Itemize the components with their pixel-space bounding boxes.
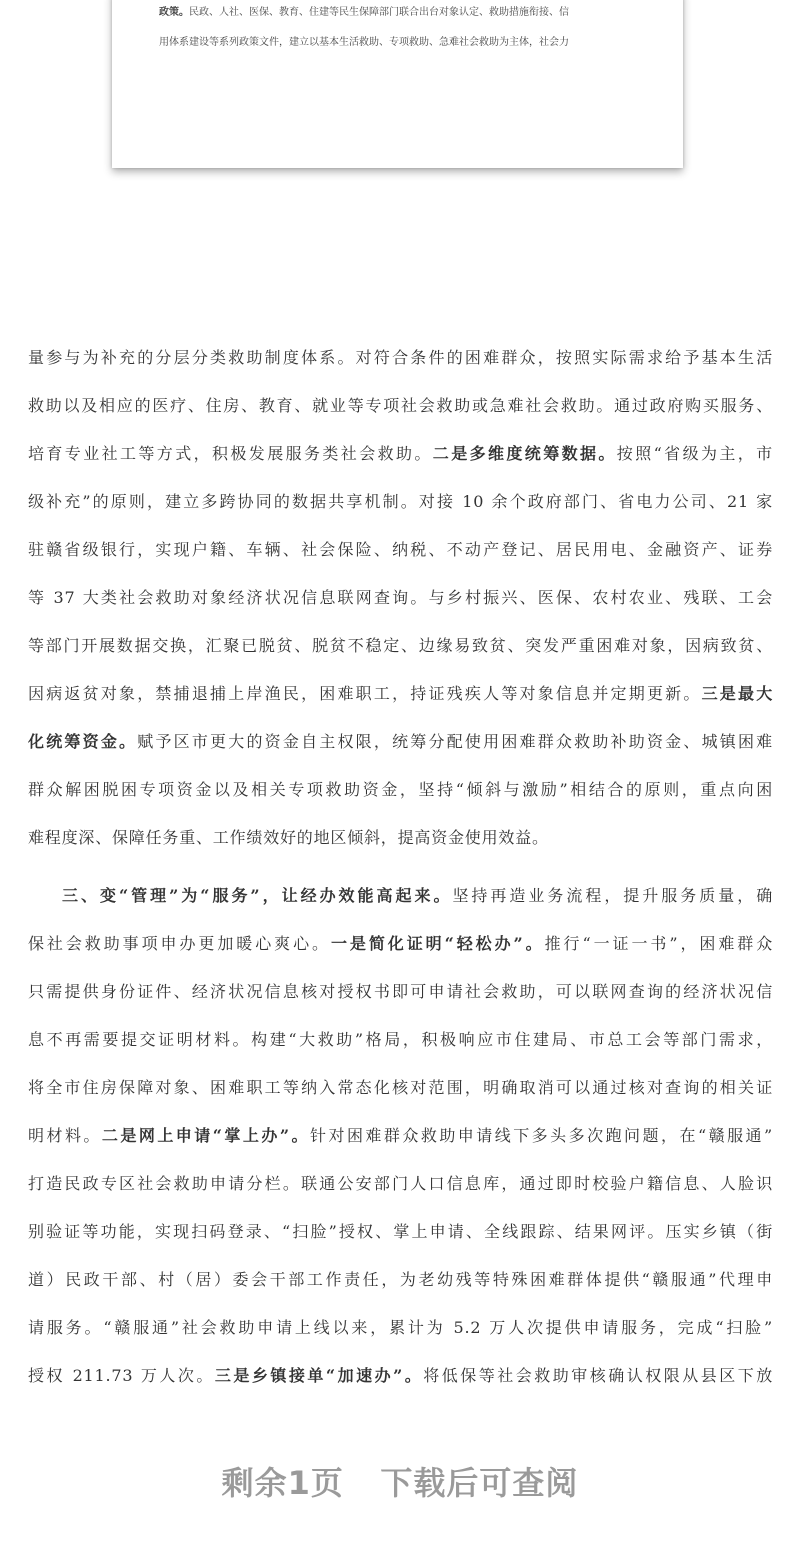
text-line: 群众解困脱困专项资金以及相关专项救助资金，坚持“倾斜与激励”相结合的原则，重点向困	[28, 780, 773, 799]
text-line: 只需提供身份证件、经济状况信息核对授权书即可申请社会救助，可以联网查询的经济状况信	[28, 982, 773, 1001]
text-line: 量参与为补充的分层分类救助制度体系。对符合条件的困难群众，按照实际需求给予基本生活	[28, 348, 773, 367]
section-heading: 三、变“管理”为“服务”，让经办效能高起来。	[62, 886, 453, 905]
text-line: 请服务。“赣服通”社会救助申请上线以来，累计为 5.2 万人次提供申请服务，完成“扫脸”	[28, 1318, 773, 1337]
preview-line: 用体系建设等系列政策文件，建立以基本生活救助、专项救助、急难社会救助为主体，社会力	[159, 37, 569, 48]
text-line: 等部门开展数据交换，汇聚已脱贫、脱贫不稳定、边缘易致贫、突发严重困难对象，因病致贫、	[28, 636, 773, 655]
bold-heading: 二是网上申请“掌上办”。	[101, 1126, 310, 1145]
preview-bold-text: 政策。	[159, 7, 189, 18]
text-span: 培育专业社工等方式，积极发展服务类社会救助。	[28, 444, 433, 463]
preview-line	[159, 6, 659, 20]
text-line: 道）民政干部、村（居）委会干部工作责任，为老幼残等特殊困难群体提供“赣服通”代理申	[28, 1270, 773, 1289]
text-line: 难程度深、保障任务重、工作绩效好的地区倾斜，提高资金使用效益。	[28, 828, 549, 847]
text-span: 坚持再造业务流程，提升服务质量，确	[452, 886, 773, 905]
text-line	[28, 723, 773, 771]
text-span: 赋予区市更大的资金自主权限，统筹分配使用困难群众救助补助资金、城镇困难	[137, 732, 773, 751]
download-prompt[interactable]	[0, 1458, 800, 1504]
text-line	[28, 1357, 773, 1405]
download-to-view-text: 下载后可查阅	[380, 1464, 579, 1502]
text-span: 按照“省级为主，市	[616, 444, 773, 463]
text-line: 别验证等功能，实现扫码登录、“扫脸”授权、掌上申请、全线跟踪、结果网评。压实乡镇（街	[28, 1222, 773, 1241]
text-span: 推行“一证一书”，困难群众	[544, 934, 773, 953]
text-span: 针对困难群众救助申请线下多头多次跑问题，在“赣服通”	[310, 1126, 773, 1145]
previous-page-preview	[112, 0, 683, 168]
bold-heading: 一是简化证明“轻松办”。	[330, 934, 545, 953]
text-line	[28, 925, 773, 973]
text-span: 授权 211.73 万人次。	[28, 1366, 215, 1385]
text-span: 将低保等社会救助审核确认权限从县区下放	[423, 1366, 773, 1385]
bold-heading: 化统筹资金。	[28, 732, 138, 751]
bold-heading: 二是多维度统筹数据。	[432, 444, 617, 463]
text-line: 将全市住房保障对象、困难职工等纳入常态化核对范围，明确取消可以通过核对查询的相关证	[28, 1078, 773, 1097]
text-span: 保社会救助事项申办更加暖心爽心。	[28, 934, 331, 953]
text-span: 明材料。	[28, 1126, 102, 1145]
preview-text: 民政、人社、医保、教育、住建等民生保障部门联合出台对象认定、救助措施衔接、信	[189, 7, 569, 18]
text-line: 救助以及相应的医疗、住房、教育、就业等专项社会救助或急难社会救助。通过政府购买服务、	[28, 396, 773, 415]
text-line: 等 37 大类社会救助对象经济状况信息联网查询。与乡村振兴、医保、农村农业、残联、工会	[28, 588, 773, 607]
text-line	[28, 877, 773, 925]
bold-heading: 三是乡镇接单“加速办”。	[214, 1366, 424, 1385]
text-line: 驻赣省级银行，实现户籍、车辆、社会保险、纳税、不动产登记、居民用电、金融资产、证券	[28, 540, 773, 559]
text-line	[28, 675, 773, 723]
document-body	[28, 339, 773, 1405]
text-span: 因病返贫对象，禁捕退捕上岸渔民，困难职工，持证残疾人等对象信息并定期更新。	[28, 684, 702, 703]
text-line	[28, 1117, 773, 1165]
text-line: 打造民政专区社会救助申请分栏。联通公安部门人口信息库，通过即时校验户籍信息、人脸识	[28, 1174, 773, 1193]
remaining-pages-text: 剩余1页	[221, 1464, 344, 1502]
text-line: 级补充”的原则，建立多跨协同的数据共享机制。对接 10 余个政府部门、省电力公司、21 家	[28, 492, 773, 511]
text-line: 息不再需要提交证明材料。构建“大救助”格局，积极响应市住建局、市总工会等部门需求，	[28, 1030, 773, 1049]
text-line	[28, 435, 773, 483]
bold-heading: 三是最大	[701, 684, 773, 703]
